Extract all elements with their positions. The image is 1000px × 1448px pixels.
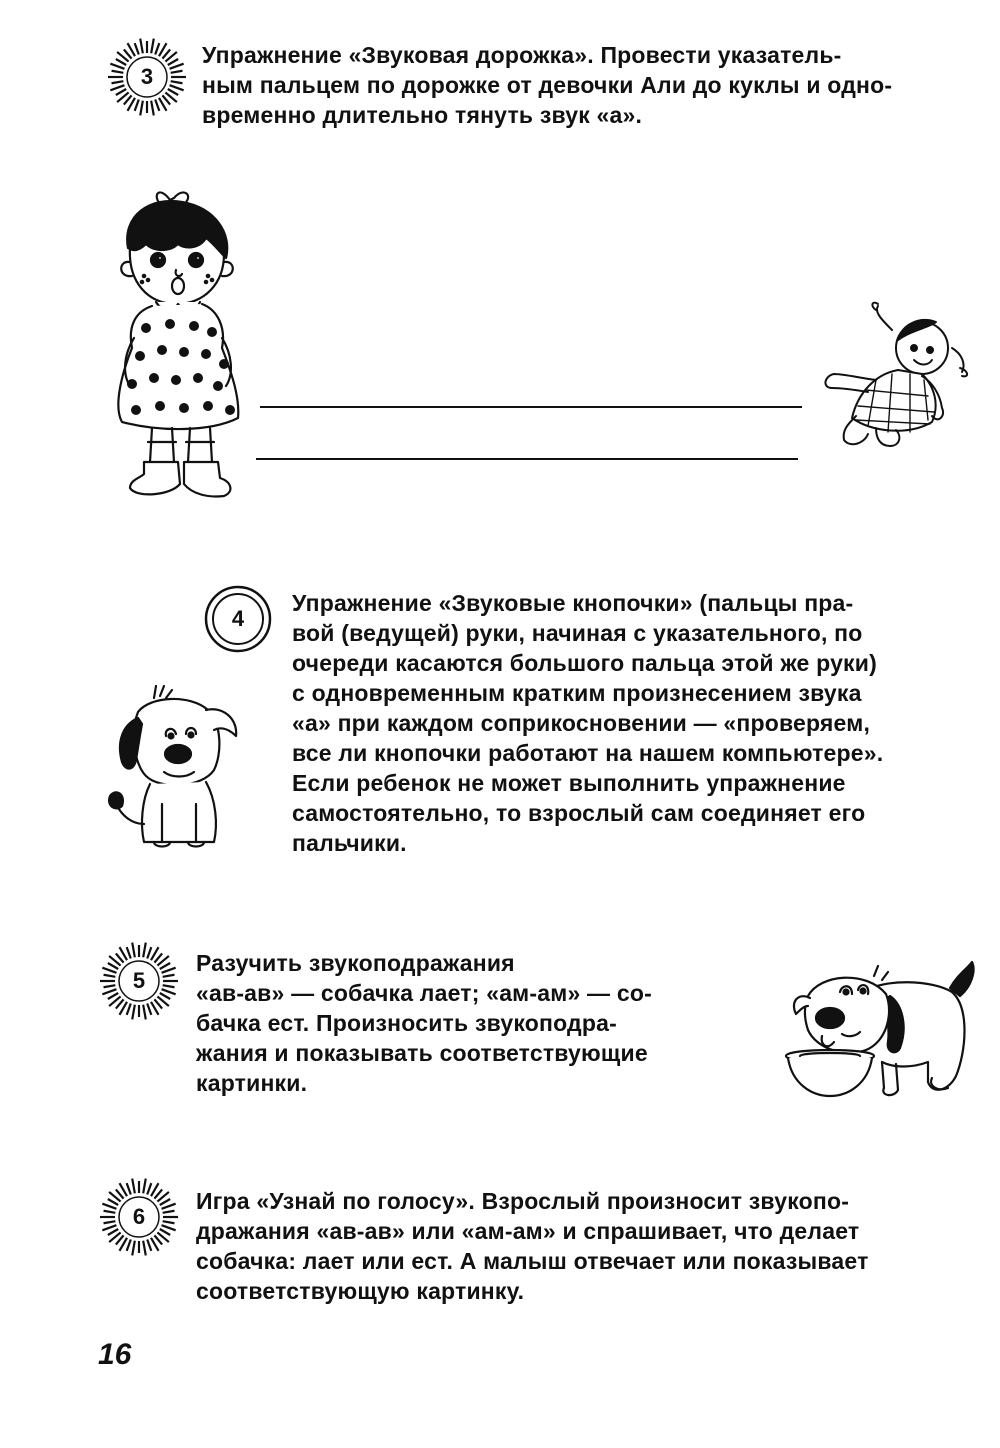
sound-track-line-bottom <box>256 458 798 460</box>
girl-icon <box>100 178 250 508</box>
exercise-number: 3 <box>140 64 154 89</box>
text-line: пальчики. <box>292 830 407 856</box>
puppy-eating-illustration <box>782 952 978 1114</box>
exercise-number: 4 <box>231 606 245 631</box>
exercise-3-number-badge <box>106 36 188 118</box>
exercise-5-text <box>196 948 652 1098</box>
exercise-4-text <box>292 588 883 858</box>
exercise-number: 6 <box>132 1204 146 1229</box>
text-line: вой (ведущей) руки, начиная с указательного, по <box>292 620 863 646</box>
text-line: Игра «Узнай по голосу». Взрослый произносит звукопо- <box>196 1188 850 1214</box>
text-line: картинки. <box>196 1070 308 1096</box>
text-line: Упражнение «Звуковые кнопочки» (пальцы пра- <box>292 590 854 616</box>
text-line: Упражнение «Звуковая дорожка». Провести указатель- <box>202 42 842 68</box>
text-line: очереди касаются большого пальца этой же руки) <box>292 650 877 676</box>
text-line: с одновременным кратким произнесением звука <box>292 680 862 706</box>
sitting-puppy-illustration <box>98 684 248 854</box>
exercise-3-text <box>202 40 892 130</box>
text-line: Разучить звукоподражания <box>196 950 515 976</box>
sound-track-line-top <box>260 406 802 408</box>
text-line: жания и показывать соответствующие <box>196 1040 648 1066</box>
text-line: Если ребенок не может выполнить упражнение <box>292 770 846 796</box>
exercise-4-number-badge <box>203 584 273 654</box>
girl-illustration <box>100 178 250 508</box>
text-line: бачка ест. Произносить звукоподра- <box>196 1010 617 1036</box>
exercise-6-number-badge <box>98 1176 180 1258</box>
puppy-icon <box>98 684 248 854</box>
text-line: все ли кнопочки работают на нашем компьютере». <box>292 740 884 766</box>
text-line: временно длительно тянуть звук «а». <box>202 102 643 128</box>
text-line: собачка: лает или ест. А малыш отвечает или показывает <box>196 1248 869 1274</box>
doll-illustration <box>816 300 976 450</box>
exercise-number: 5 <box>132 968 146 993</box>
exercise-5-number-badge <box>98 940 180 1022</box>
page-number: 16 <box>98 1338 132 1371</box>
doll-icon <box>816 300 976 450</box>
text-line: дражания «ав-ав» или «ам-ам» и спрашивает, что делает <box>196 1218 860 1244</box>
text-line: «а» при каждом соприкосновении — «проверяем, <box>292 710 871 736</box>
text-line: ным пальцем по дорожке от девочки Али до куклы и одно- <box>202 72 893 98</box>
exercise-6-text <box>196 1186 869 1306</box>
text-line: соответствующую картинку. <box>196 1278 525 1304</box>
puppy-with-bowl-icon <box>782 952 978 1114</box>
text-line: «ав-ав» — собачка лает; «ам-ам» — со- <box>196 980 652 1006</box>
text-line: самостоятельно, то взрослый сам соединяет его <box>292 800 866 826</box>
